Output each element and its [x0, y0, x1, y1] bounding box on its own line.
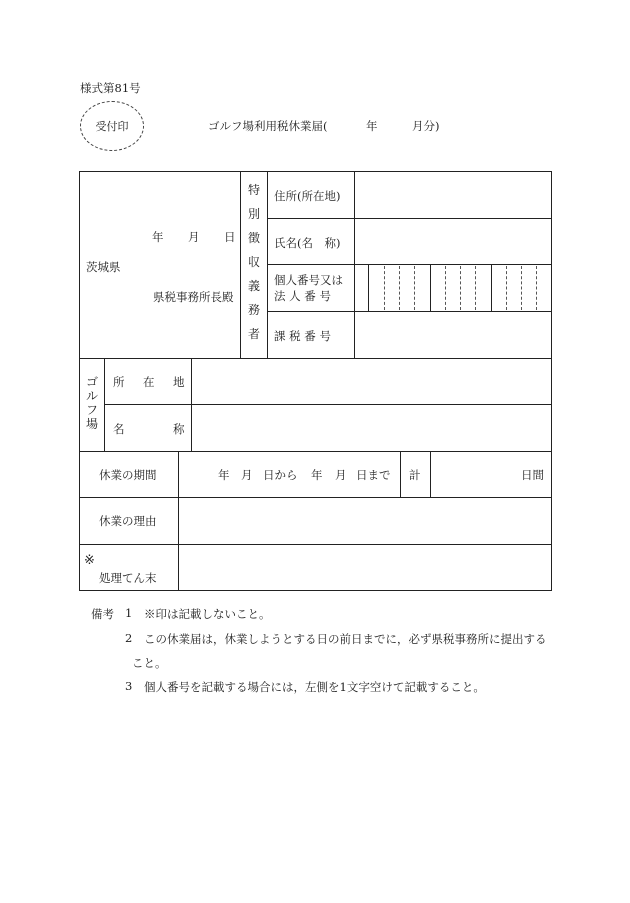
name-field[interactable]	[356, 220, 550, 262]
days-label: 日間	[521, 468, 544, 482]
prefecture-label: 茨城県	[86, 260, 121, 274]
note-1-number: 1	[125, 606, 133, 620]
golf-name-field[interactable]	[193, 406, 549, 449]
note-2-text: この休業届は，休業しようとする日の前日までに，必ず県税事務所に提出する	[144, 632, 547, 646]
period-from-month: 月	[241, 468, 253, 482]
name-label: 氏名(名 称)	[274, 236, 341, 250]
address-label: 住所(所在地)	[274, 189, 341, 203]
form-number: 様式第81号	[80, 81, 141, 95]
period-to-month: 月	[335, 468, 347, 482]
note-3-number: 3	[125, 679, 133, 693]
processing-label: 処理てん末	[99, 571, 157, 585]
id-number-field[interactable]	[370, 266, 550, 310]
tax-number-field[interactable]	[356, 313, 550, 356]
note-2-number: 2	[125, 631, 133, 645]
id-number-label-line1: 個人番号又は	[274, 273, 343, 287]
closure-reason-field[interactable]	[180, 499, 550, 543]
date-month-label: 月	[188, 230, 200, 244]
period-to-year: 年	[311, 468, 323, 482]
id-number-label-line2: 法 人 番 号	[274, 289, 331, 303]
address-field[interactable]	[356, 174, 550, 216]
period-to-suffix: 日まで	[356, 468, 391, 482]
period-from-suffix: 日から	[263, 468, 298, 482]
office-addressee: 県税事務所長殿	[153, 290, 234, 304]
closure-reason-label: 休業の理由	[99, 514, 157, 528]
processing-mark: ※	[84, 553, 95, 568]
date-day-label: 日	[224, 230, 236, 244]
date-year-label: 年	[152, 230, 164, 244]
golf-course-vertical-label: ゴ ル フ 場	[85, 375, 98, 431]
tax-number-label: 課 税 番 号	[274, 329, 331, 343]
collector-vertical-label: 特 別 徴 収 義 務 者	[247, 183, 260, 341]
form-title: ゴルフ場利用税休業届(	[208, 119, 328, 133]
notes-heading: 備考	[91, 607, 114, 621]
receipt-stamp-circle	[80, 101, 144, 151]
note-2-text-continued: こと。	[132, 656, 167, 670]
golf-location-field[interactable]	[193, 360, 549, 403]
closure-period-label: 休業の期間	[99, 468, 157, 482]
title-year-label: 年	[366, 119, 378, 133]
title-month-label: 月分)	[412, 119, 440, 133]
receipt-stamp-label: 受付印	[95, 120, 129, 133]
total-label: 計	[409, 468, 421, 482]
note-1-text: ※印は記載しないこと。	[144, 607, 271, 621]
note-3-text: 個人番号を記載する場合には，左側を1文字空けて記載すること。	[144, 680, 485, 694]
period-from-year: 年	[218, 468, 230, 482]
